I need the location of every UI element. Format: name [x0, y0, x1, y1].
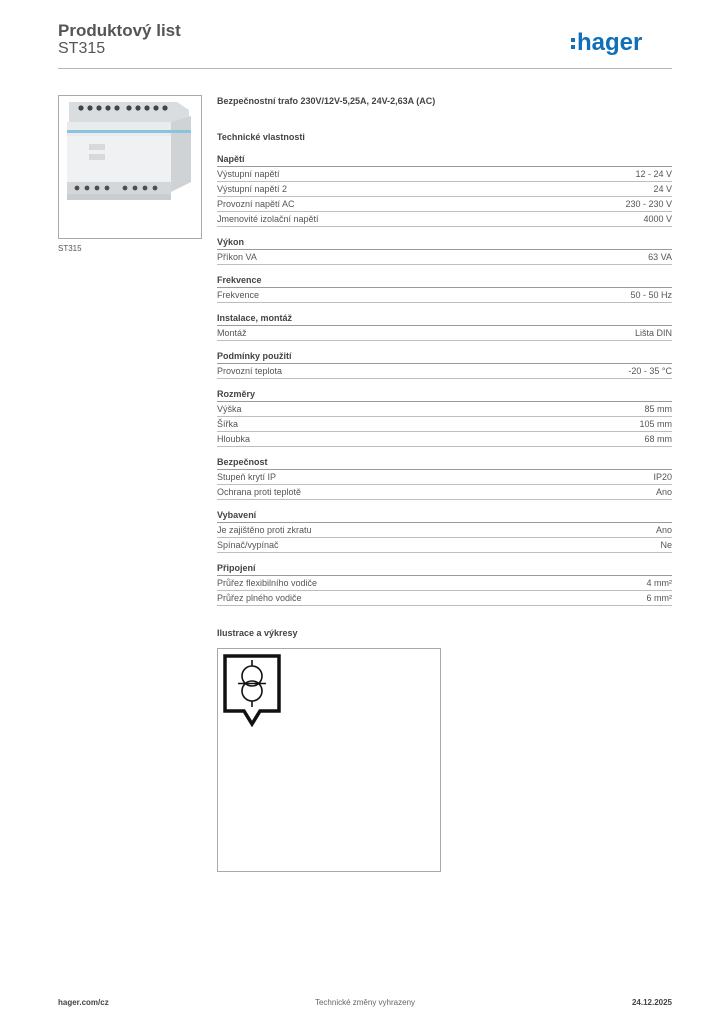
spec-value: 63 VA	[648, 252, 672, 262]
footer-note: Technické změny vyhrazeny	[314, 998, 416, 1007]
spec-value: Ano	[655, 525, 672, 535]
spec-row	[217, 485, 672, 500]
spec-value: 85 mm	[644, 404, 672, 414]
spec-row	[217, 326, 672, 341]
spec-group-dimensions	[217, 387, 672, 447]
product-name: Bezpečnostní trafo 230V/12V-5,25A, 24V-2,63A (AC)	[217, 96, 436, 106]
spec-label: Provozní teplota	[217, 366, 283, 376]
spec-group-title: Vybavení	[217, 508, 672, 523]
spec-label: Spínač/vypínač	[217, 540, 279, 550]
spec-label: Ochrana proti teplotě	[217, 487, 302, 497]
spec-value: Ano	[655, 487, 672, 497]
spec-value: 12 - 24 V	[635, 169, 672, 179]
spec-group-title: Výkon	[217, 235, 672, 250]
footer-date: 24.12.2025	[631, 998, 672, 1007]
spec-row	[217, 250, 672, 265]
photo-caption: ST315	[58, 244, 82, 253]
spec-label: Montáž	[217, 328, 247, 338]
spec-group-safety	[217, 455, 672, 500]
illustration-box	[217, 648, 441, 872]
spec-group-title: Bezpečnost	[217, 455, 672, 470]
spec-label: Šířka	[217, 419, 239, 429]
page-header	[58, 20, 672, 70]
spec-value: 105 mm	[639, 419, 672, 429]
spec-group-voltage	[217, 152, 672, 227]
page-footer	[58, 998, 672, 1010]
spec-value: 4 mm²	[646, 578, 672, 588]
spec-row	[217, 197, 672, 212]
spec-group-title: Rozměry	[217, 387, 672, 402]
spec-group-title: Podmínky použití	[217, 349, 672, 364]
document-title: Produktový list	[58, 21, 181, 40]
spec-group-operating-conditions	[217, 349, 672, 379]
hager-logo	[570, 28, 654, 58]
spec-row	[217, 364, 672, 379]
spec-label: Hloubka	[217, 434, 251, 444]
spec-row	[217, 288, 672, 303]
spec-value: 4000 V	[643, 214, 672, 224]
spec-group-power	[217, 235, 672, 265]
spec-row	[217, 167, 672, 182]
spec-label: Frekvence	[217, 290, 260, 300]
spec-value: 68 mm	[644, 434, 672, 444]
spec-row	[217, 402, 672, 417]
spec-value: -20 - 35 °C	[628, 366, 672, 376]
spec-row	[217, 212, 672, 227]
spec-group-title: Instalace, montáž	[217, 311, 672, 326]
spec-row	[217, 182, 672, 197]
spec-value: Lišta DIN	[634, 328, 672, 338]
spec-row	[217, 576, 672, 591]
spec-group-equipment	[217, 508, 672, 553]
spec-value: 50 - 50 Hz	[630, 290, 672, 300]
spec-label: Je zajištěno proti zkratu	[217, 525, 312, 535]
spec-group-frequency	[217, 273, 672, 303]
spec-group-connection	[217, 561, 672, 606]
spec-row	[217, 591, 672, 606]
product-specifications	[217, 96, 672, 640]
spec-value: IP20	[653, 472, 672, 482]
spec-row	[217, 432, 672, 447]
safety-transformer-symbol-icon	[222, 653, 282, 727]
spec-label: Výška	[217, 404, 242, 414]
spec-label: Průřez plného vodiče	[217, 593, 302, 603]
spec-value: 24 V	[653, 184, 672, 194]
spec-label: Výstupní napětí 2	[217, 184, 288, 194]
spec-value: 6 mm²	[646, 593, 672, 603]
logo-text: hager	[577, 29, 643, 56]
product-code: ST315	[58, 40, 106, 57]
spec-group-title: Připojení	[217, 561, 672, 576]
spec-label: Příkon VA	[217, 252, 257, 262]
spec-group-title: Napětí	[217, 152, 672, 167]
footer-website-link[interactable]: hager.com/cz	[58, 998, 109, 1007]
spec-row	[217, 538, 672, 553]
spec-row	[217, 470, 672, 485]
spec-value: 230 - 230 V	[625, 199, 672, 209]
spec-row	[217, 523, 672, 538]
spec-value: Ne	[660, 540, 672, 550]
product-photo	[58, 95, 202, 239]
spec-label: Průřez flexibilního vodiče	[217, 578, 318, 588]
transformer-product-image	[59, 96, 201, 238]
spec-group-installation	[217, 311, 672, 341]
spec-label: Jmenovité izolační napětí	[217, 214, 319, 224]
spec-row	[217, 417, 672, 432]
header-divider	[58, 68, 672, 69]
spec-label: Provozní napětí AC	[217, 199, 295, 209]
spec-label: Výstupní napětí	[217, 169, 280, 179]
spec-group-title: Frekvence	[217, 273, 672, 288]
spec-label: Stupeň krytí IP	[217, 472, 277, 482]
technical-properties-title: Technické vlastnosti	[217, 132, 305, 142]
illustrations-title: Ilustrace a výkresy	[217, 628, 298, 638]
